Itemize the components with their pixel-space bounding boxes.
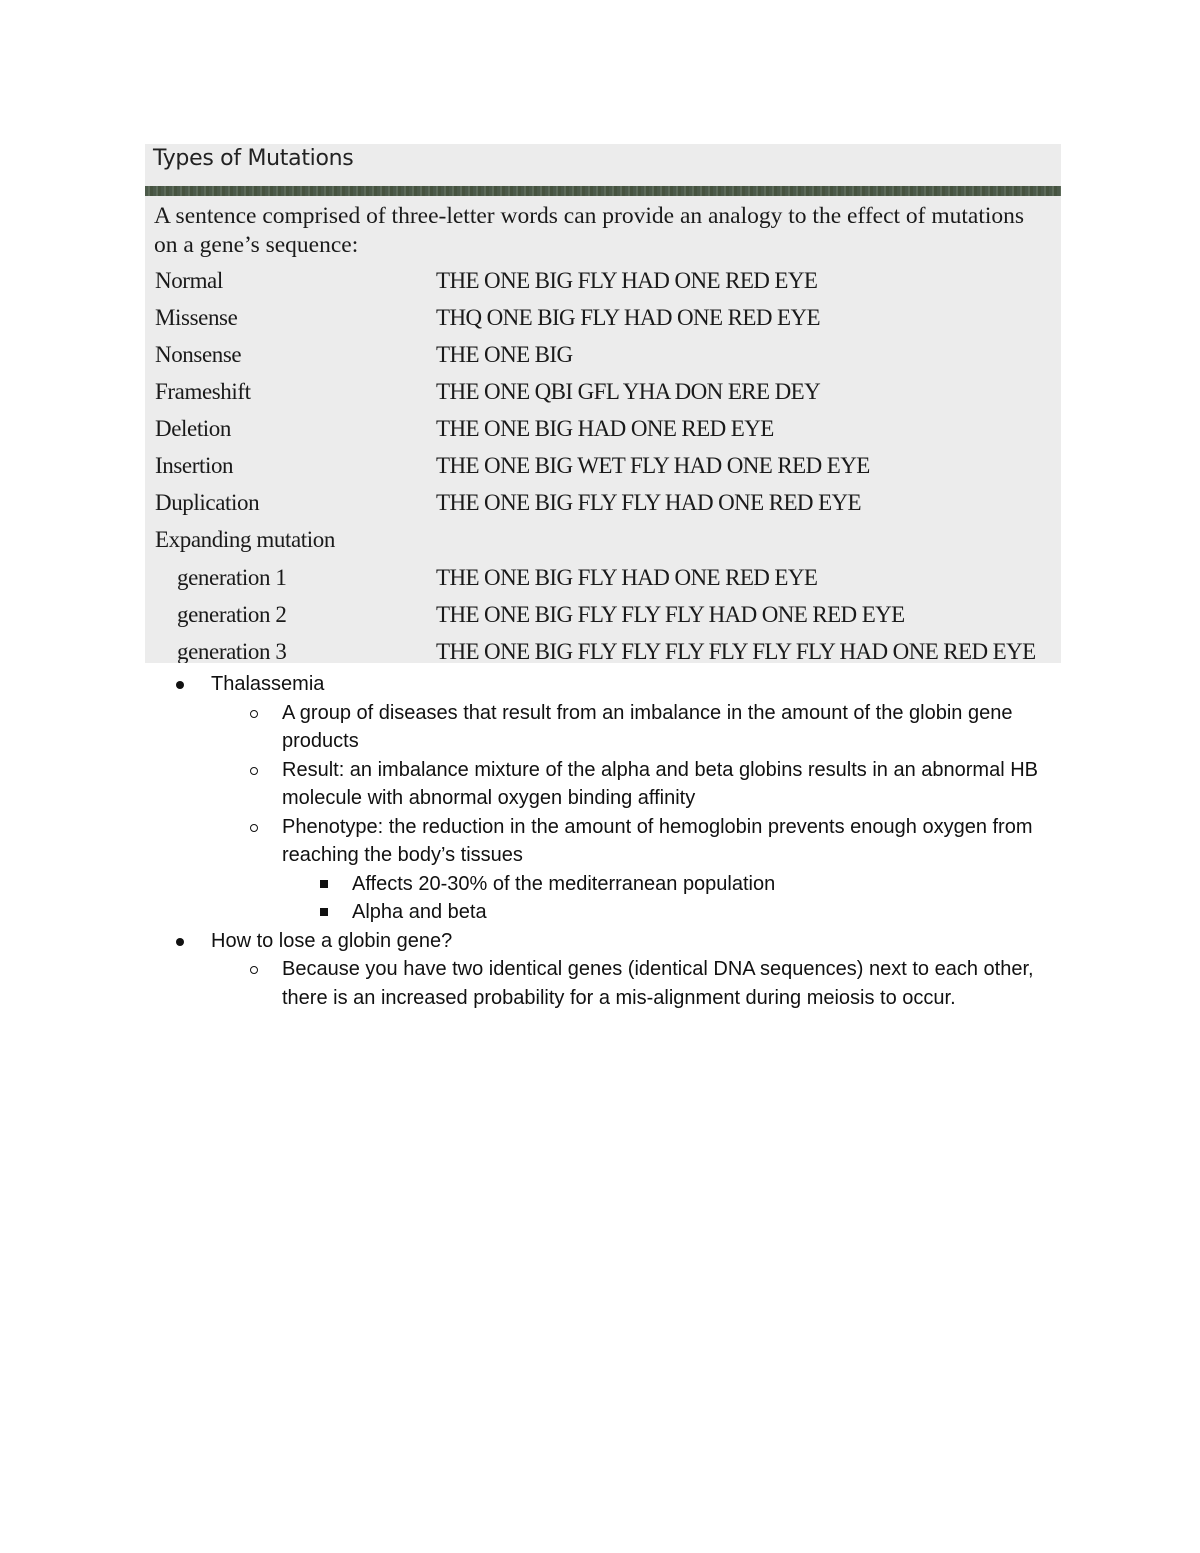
mutation-sequence: THE ONE BIG FLY FLY FLY FLY FLY FLY HAD ONE RED EYE	[436, 639, 1036, 663]
list-item: Affects 20-30% of the mediterranean population	[0, 870, 1200, 899]
list-item: Alpha and beta	[0, 898, 1200, 927]
mutation-row-normal	[145, 265, 1061, 297]
mutation-sequence: THE ONE BIG WET FLY HAD ONE RED EYE	[436, 453, 870, 478]
list-item: Thalassemia	[0, 670, 1200, 699]
square-bullet-icon	[320, 908, 328, 916]
mutation-row-generation-1	[145, 562, 1061, 594]
list-item: A group of diseases that result from an imbalance in the amount of the globin gene products	[0, 699, 1052, 756]
hollow-bullet-icon	[250, 710, 258, 718]
mutation-sequence: THE ONE BIG	[436, 342, 573, 367]
mutation-row-deletion	[145, 413, 1061, 445]
mutation-label: Missense	[155, 305, 238, 330]
filled-bullet-icon	[176, 938, 184, 946]
mutation-row-generation-2	[145, 599, 1061, 631]
mutation-sequence: THE ONE BIG HAD ONE RED EYE	[436, 416, 774, 441]
mutation-label: Deletion	[155, 416, 231, 441]
figure-title: Types of Mutations	[153, 146, 354, 171]
filled-bullet-icon	[176, 681, 184, 689]
mutation-label: Nonsense	[155, 342, 242, 367]
mutation-sequence: THE ONE BIG FLY FLY FLY HAD ONE RED EYE	[436, 602, 905, 627]
mutation-label: generation 3	[177, 639, 287, 663]
mutation-row-duplication	[145, 487, 1061, 519]
mutation-label: generation 1	[177, 565, 287, 590]
list-item: Phenotype: the reduction in the amount of hemoglobin prevents enough oxygen from reaching the body’s tissues	[0, 813, 1052, 870]
title-divider-bar	[145, 186, 1061, 196]
mutation-label: generation 2	[177, 602, 287, 627]
mutation-label: Expanding mutation	[155, 527, 335, 552]
mutation-row-frameshift	[145, 376, 1061, 408]
hollow-bullet-icon	[250, 824, 258, 832]
mutation-sequence: THQ ONE BIG FLY HAD ONE RED EYE	[436, 305, 820, 330]
mutation-label: Insertion	[155, 453, 234, 478]
mutation-row-missense	[145, 302, 1061, 334]
mutation-types-figure	[145, 144, 1061, 663]
hollow-bullet-icon	[250, 767, 258, 775]
hollow-bullet-icon	[250, 966, 258, 974]
mutation-row-expanding	[145, 524, 1061, 556]
list-item: How to lose a globin gene?	[0, 927, 1200, 956]
mutation-sequence: THE ONE BIG FLY HAD ONE RED EYE	[436, 268, 818, 293]
mutation-sequence: THE ONE QBI GFL YHA DON ERE DEY	[436, 379, 821, 404]
mutation-row-insertion	[145, 450, 1061, 482]
mutation-row-generation-3	[145, 636, 1061, 663]
mutation-sequence: THE ONE BIG FLY FLY HAD ONE RED EYE	[436, 490, 861, 515]
mutation-label: Frameshift	[155, 379, 251, 404]
square-bullet-icon	[320, 880, 328, 888]
mutation-label: Normal	[155, 268, 223, 293]
list-item: Because you have two identical genes (identical DNA sequences) next to each other, there is an increased probability for a mis-alignment during meiosis to occur.	[0, 955, 1052, 1012]
figure-intro: A sentence comprised of three-letter words can provide an analogy to the effect of mutations on a gene’s sequence:	[154, 203, 1025, 258]
mutation-label: Duplication	[155, 490, 260, 515]
list-item: Result: an imbalance mixture of the alpha and beta globins results in an abnormal HB molecule with abnormal oxygen binding affinity	[0, 756, 1052, 813]
notes-list	[0, 670, 1200, 1012]
mutation-row-nonsense	[145, 339, 1061, 371]
mutation-sequence: THE ONE BIG FLY HAD ONE RED EYE	[436, 565, 818, 590]
